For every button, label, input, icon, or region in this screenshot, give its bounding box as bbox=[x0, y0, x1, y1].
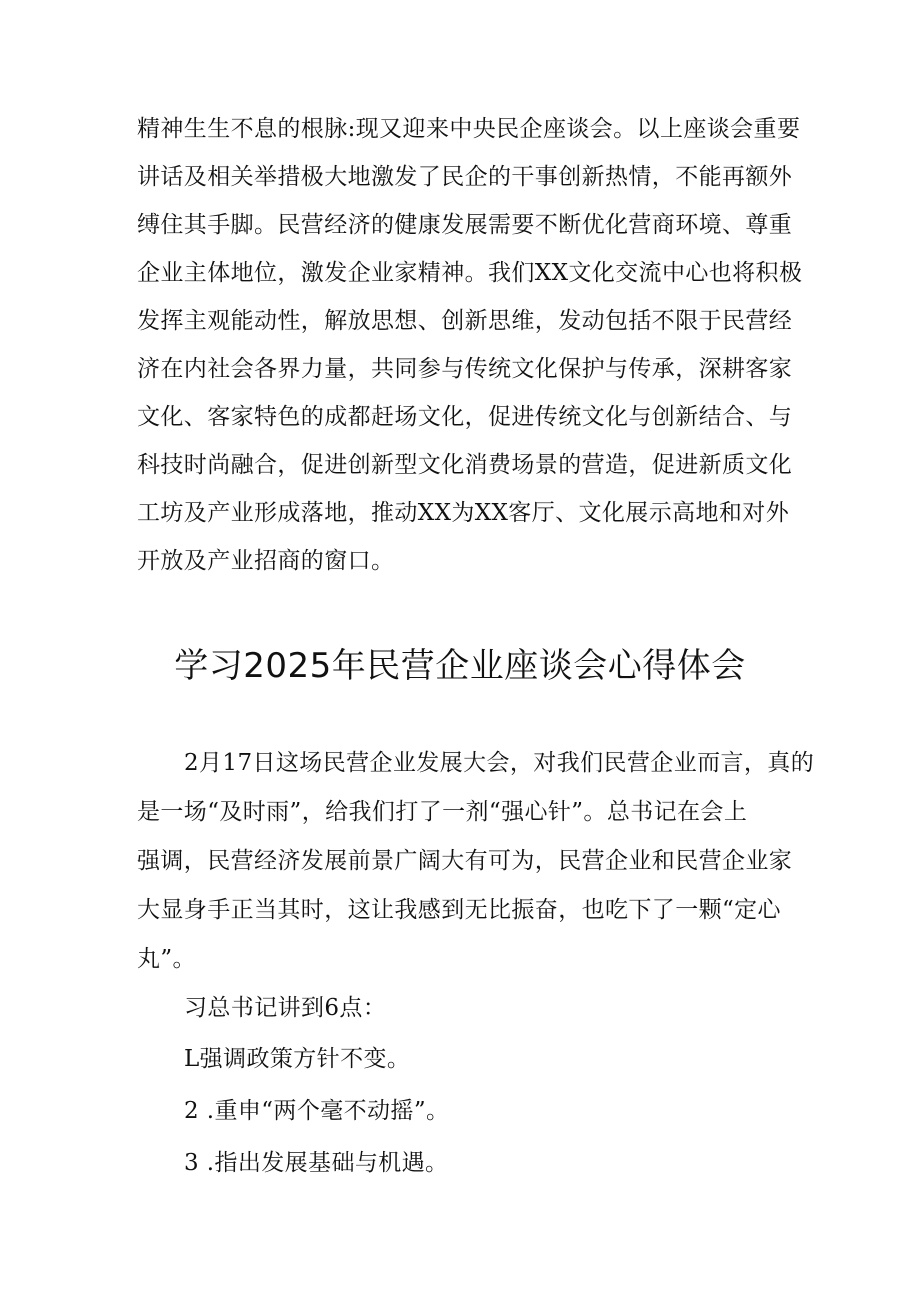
paragraph-line: 缚住其手脚。民营经济的健康发展需要不断优化营商环境、尊重 bbox=[137, 212, 793, 238]
paragraph-line: 发挥主观能动性，解放思想、创新思维，发动包括不限于民营经 bbox=[137, 308, 793, 334]
article-title: 学习2025年民营企业座谈会心得体会 bbox=[174, 646, 746, 686]
list-item: 2 .重申“两个毫不动摇”。 bbox=[184, 1098, 450, 1124]
paragraph-line: 2月17日这场民营企业发展大会，对我们民营企业而言，真的 bbox=[184, 750, 815, 776]
paragraph-line: 是一场“及时雨”，给我们打了一剂“强心针”。总书记在会上 bbox=[137, 799, 748, 825]
paragraph-line: 济在内社会各界力量，共同参与传统文化保护与传承，深耕客家 bbox=[137, 356, 793, 382]
paragraph-line: 讲话及相关举措极大地激发了民企的干事创新热情，不能再额外 bbox=[137, 164, 793, 190]
paragraph-line: 精神生生不息的根脉:现又迎来中央民企座谈会。以上座谈会重要 bbox=[137, 116, 801, 142]
paragraph-line: 科技时尚融合，促进创新型文化消费场景的营造，促进新质文化 bbox=[137, 452, 793, 478]
paragraph-line: 企业主体地位，激发企业家精神。我们XX文化交流中心也将积极 bbox=[137, 260, 803, 286]
paragraph-line: 强调，民营经济发展前景广阔大有可为，民营企业和民营企业家 bbox=[137, 848, 793, 874]
paragraph-line: 丸”。 bbox=[137, 946, 196, 972]
points-lead: 习总书记讲到6点： bbox=[184, 995, 387, 1021]
paragraph-line: 大显身手正当其时，这让我感到无比振奋，也吃下了一颗“定心 bbox=[137, 897, 781, 923]
list-item: 3 .指出发展基础与机遇。 bbox=[184, 1150, 449, 1176]
paragraph-line: 工坊及产业形成落地，推动XX为XX客厅、文化展示高地和对外 bbox=[137, 500, 790, 526]
paragraph-line: 文化、客家特色的成都赶场文化，促进传统文化与创新结合、与 bbox=[137, 404, 793, 430]
paragraph-line: 开放及产业招商的窗口。 bbox=[137, 548, 395, 574]
list-item: L强调政策方针不变。 bbox=[184, 1046, 411, 1072]
